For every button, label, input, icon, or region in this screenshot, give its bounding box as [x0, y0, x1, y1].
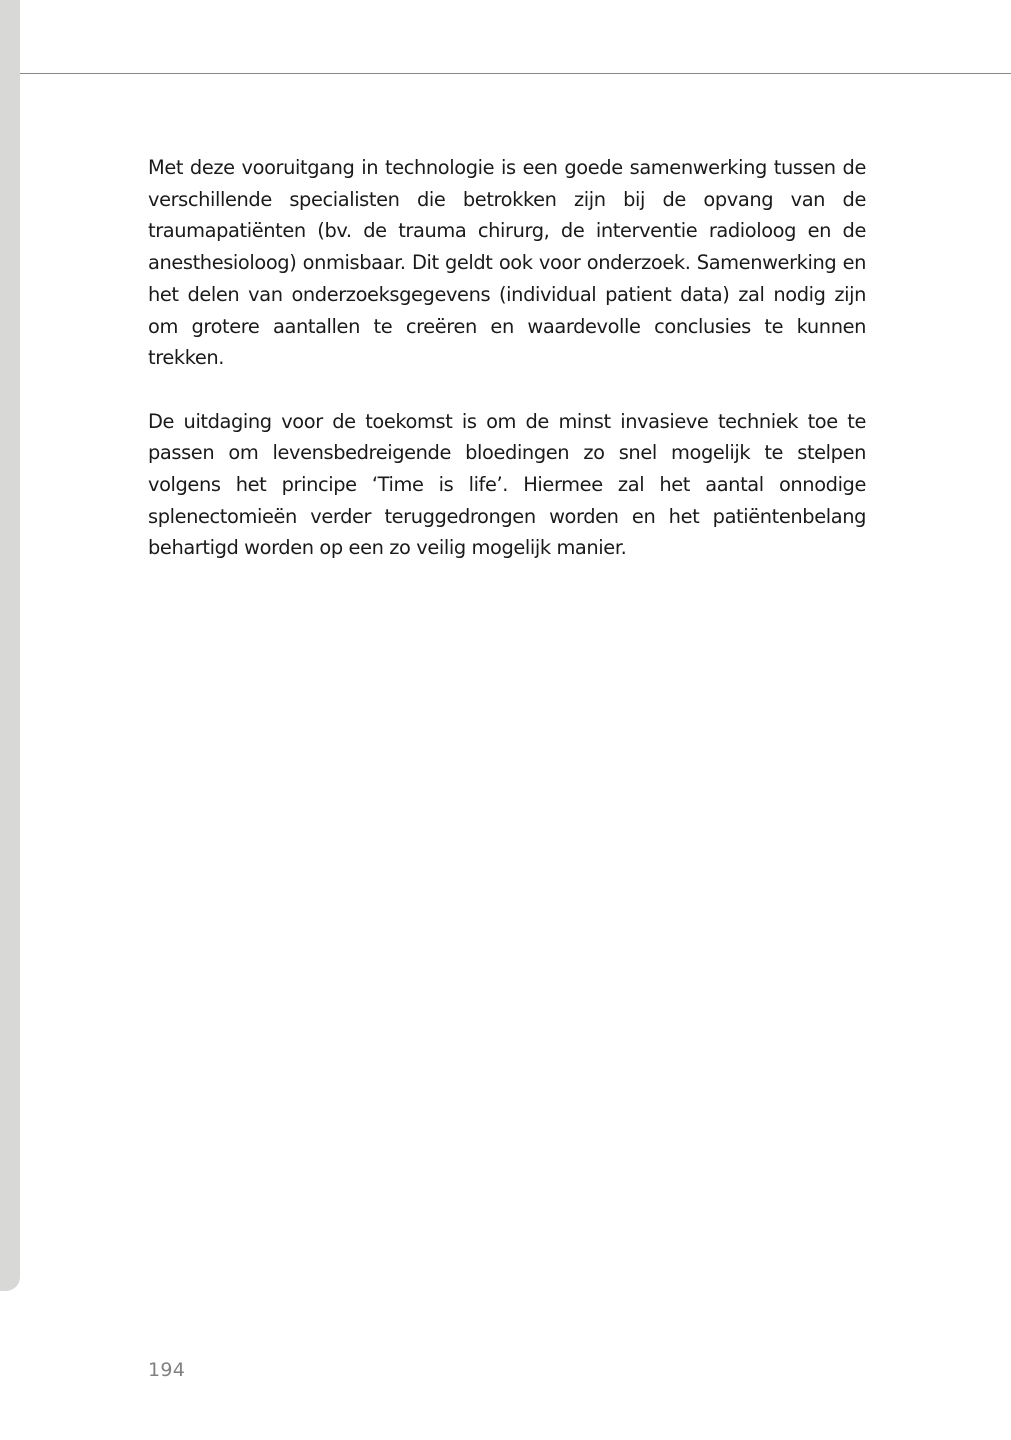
paragraph-1: Met deze vooruitgang in technologie is een goede samenwerking tussen de verschillende specialisten die betrokken zijn bij de opvang van de traumapatiënten (bv. de trauma chirurg, de interventie radioloog en de anesthesioloog) onmisbaar. Dit geldt ook voor onderzoek. Samenwerking en het delen van onderzoeksgegevens (individual patient data) zal nodig zijn om grotere aantallen te creëren en waardevolle conclusies te kunnen trekken. — [148, 156, 866, 370]
body-text — [148, 152, 866, 596]
paragraph-2: De uitdaging voor de toekomst is om de minst invasieve techniek toe te passen om levensbedreigende bloedingen zo snel mogelijk te stelpen volgens het principe ‘Time is life’. Hiermee zal het aantal onnodige splenectomieën verder teruggedrongen worden en het patiëntenbelang behartigd worden op een zo veilig mogelijk manier. — [148, 409, 866, 560]
page-number: 194 — [148, 1359, 186, 1381]
chapter-side-tab — [0, 0, 20, 1291]
header-rule — [20, 73, 1011, 74]
